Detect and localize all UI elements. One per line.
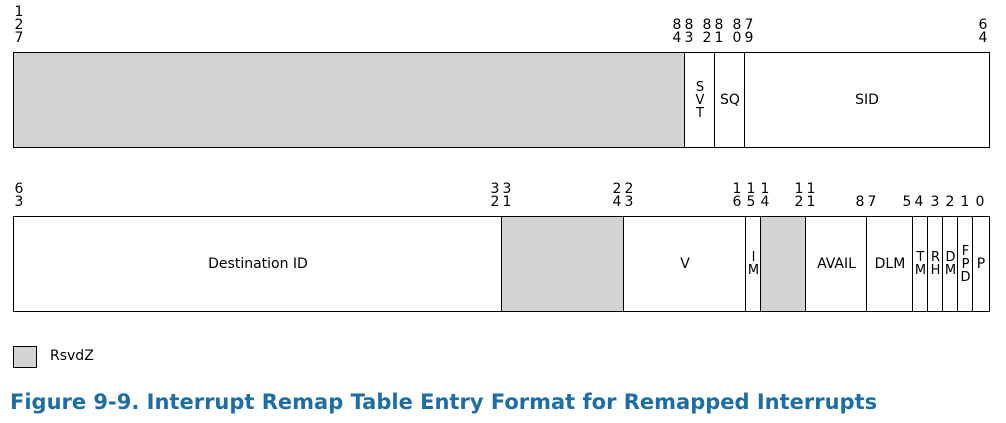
bit-label-4: 4 bbox=[914, 194, 924, 210]
bit-label-0: 0 bbox=[975, 194, 985, 210]
svt-field bbox=[684, 52, 716, 148]
v-field bbox=[623, 216, 747, 312]
dlm-field bbox=[866, 216, 914, 312]
rh-label: R H bbox=[930, 250, 941, 278]
bit-label-5: 5 bbox=[902, 194, 912, 210]
reserved-field-lower-a bbox=[501, 216, 625, 312]
v-label: V bbox=[680, 256, 690, 272]
destination-id-field bbox=[13, 216, 503, 312]
bit-label-83: 8 3 bbox=[684, 17, 694, 46]
bit-label-3: 3 bbox=[930, 194, 940, 210]
bit-label-84: 8 4 bbox=[672, 17, 682, 46]
bit-label-63: 6 3 bbox=[14, 181, 24, 210]
bit-label-12: 1 2 bbox=[794, 181, 804, 210]
bit-label-81: 8 1 bbox=[714, 17, 724, 46]
bit-label-23: 2 3 bbox=[624, 181, 634, 210]
figure-caption: Figure 9-9. Interrupt Remap Table Entry Format for Remapped Interrupts bbox=[10, 390, 878, 414]
bit-label-31: 3 1 bbox=[502, 181, 512, 210]
sid-label: SID bbox=[855, 92, 879, 108]
bit-label-64: 6 4 bbox=[978, 17, 988, 46]
sq-label: SQ bbox=[720, 92, 740, 108]
bit-label-79: 7 9 bbox=[744, 17, 754, 46]
bit-label-80: 8 0 bbox=[732, 17, 742, 46]
p-field bbox=[972, 216, 990, 312]
bit-label-14: 1 4 bbox=[760, 181, 770, 210]
sid-field bbox=[744, 52, 990, 148]
bit-label-127: 1 2 7 bbox=[14, 4, 24, 46]
im-label: I M bbox=[747, 250, 760, 278]
bit-label-82: 8 2 bbox=[702, 17, 712, 46]
bit-label-15: 1 5 bbox=[746, 181, 756, 210]
reserved-field-lower-b bbox=[760, 216, 807, 312]
dm-label: D M bbox=[944, 250, 957, 278]
svt-label: S V T bbox=[695, 79, 705, 121]
reserved-field-upper bbox=[13, 52, 686, 148]
bit-label-1: 1 bbox=[960, 194, 970, 210]
avail-label: AVAIL bbox=[817, 256, 856, 272]
bit-label-16: 1 6 bbox=[732, 181, 742, 210]
legend-label: RsvdZ bbox=[50, 348, 94, 364]
bit-label-8: 8 bbox=[855, 194, 865, 210]
bit-label-11: 1 1 bbox=[806, 181, 816, 210]
fpd-label: F P D bbox=[960, 243, 971, 285]
dlm-label: DLM bbox=[874, 256, 906, 272]
p-label: P bbox=[976, 256, 986, 272]
avail-field bbox=[805, 216, 868, 312]
sq-field bbox=[714, 52, 746, 148]
bit-label-2: 2 bbox=[945, 194, 955, 210]
bit-label-7: 7 bbox=[867, 194, 877, 210]
bit-label-24: 2 4 bbox=[612, 181, 622, 210]
bit-label-32: 3 2 bbox=[490, 181, 500, 210]
tm-label: T M bbox=[914, 250, 927, 278]
legend-swatch bbox=[13, 346, 37, 368]
destination-id-label: Destination ID bbox=[208, 256, 308, 272]
